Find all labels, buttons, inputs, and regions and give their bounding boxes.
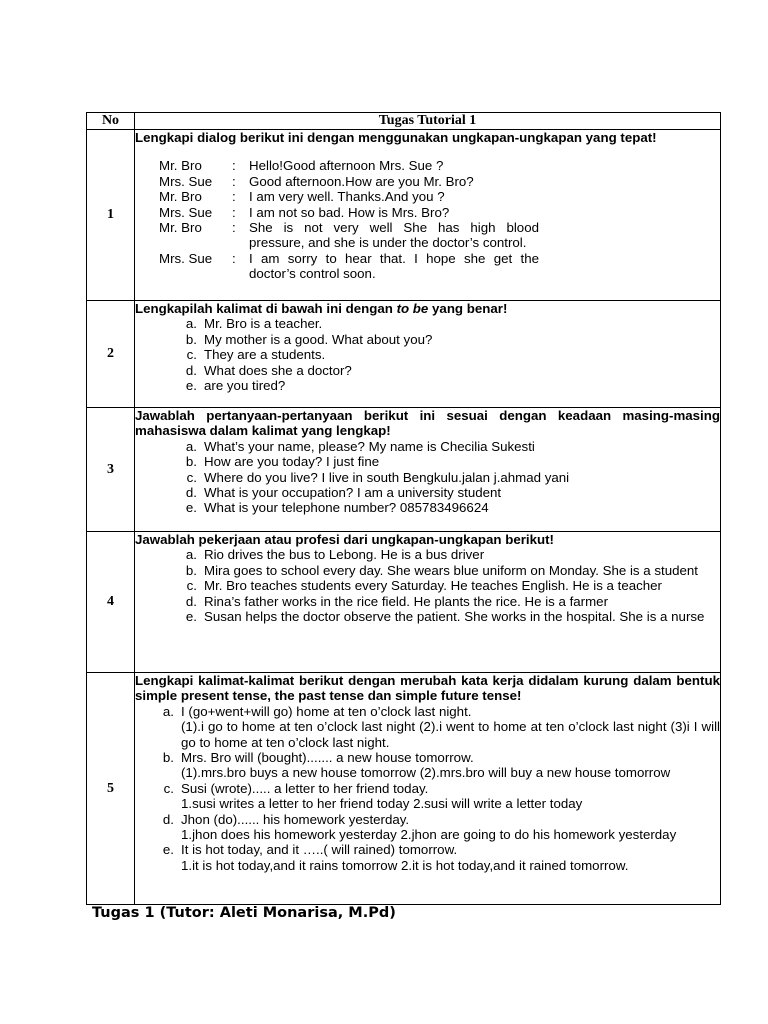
item-text: What is your telephone number? 085783496624: [204, 500, 489, 516]
list-item: [135, 609, 720, 624]
item-answer: (1).mrs.bro buys a new house tomorrow (2).mrs.bro will buy a new house tomorrow: [181, 765, 671, 781]
item-list: [135, 842, 720, 857]
colon: :: [232, 158, 236, 174]
speaker: Mr. Bro: [159, 220, 202, 236]
item-letter: c.: [186, 469, 197, 485]
item-text: Susan helps the doctor observe the patient. She works in the hospital. She is a nurse: [204, 609, 705, 625]
item-list: [135, 316, 720, 393]
dialogue-text: I am not so bad. How is Mrs. Bro?: [249, 204, 450, 220]
instruction-emphasis: to be: [396, 301, 429, 316]
list-item: [135, 454, 720, 469]
colon: :: [232, 173, 236, 189]
item-list: [135, 812, 720, 827]
list-item: [135, 332, 720, 347]
instruction-part: Lengkapilah kalimat di bawah ini dengan: [135, 301, 397, 316]
item-letter: a.: [162, 703, 174, 719]
list-item: [135, 842, 720, 857]
dialogue-text: Hello!Good afternoon Mrs. Sue ?: [249, 158, 444, 174]
task-row-4: [87, 532, 721, 673]
task-content: [135, 408, 721, 532]
list-item: [135, 378, 720, 393]
item-letter: e.: [185, 378, 197, 394]
item-text: How are you today? I just fine: [204, 454, 380, 470]
list-item: [135, 363, 720, 378]
item-text: Mr. Bro teaches students every Saturday. He teaches English. He is a teacher: [204, 578, 662, 594]
dialogue: [159, 158, 539, 281]
item-letter: e.: [185, 500, 197, 516]
task-content: [135, 130, 721, 301]
task-number: 5: [87, 673, 135, 905]
dialogue-text: She is not very well She has high blood pressure, and she is under the doctor’s control.: [249, 220, 539, 251]
item-answer: 1.it is hot today,and it rains tomorrow 2.it is hot today,and it rained tomorrow.: [181, 857, 629, 873]
dialogue-line: [159, 205, 539, 220]
item-letter: c.: [186, 578, 197, 594]
speaker: Mr. Bro: [159, 189, 202, 205]
list-item: [135, 563, 720, 578]
item-text: It is hot today, and it …..( will rained) tomorrow.: [181, 842, 458, 858]
list-item: [135, 347, 720, 362]
item-text: My mother is a good. What about you?: [204, 331, 433, 347]
item-answer: (1).i go to home at ten o’clock last night (2).i went to home at ten o’clock last night (3)i I will go to home at ten o’clock last night.: [181, 719, 720, 750]
item-letter: b.: [185, 454, 197, 470]
item-answer: 1.jhon does his homework yesterday 2.jhon are going to do his homework yesterday: [181, 827, 677, 843]
task-number: 4: [87, 532, 135, 673]
item-letter: a.: [185, 316, 197, 332]
item-letter: d.: [185, 593, 197, 609]
item-text: Where do you live? I live in south Bengkulu.jalan j.ahmad yani: [204, 469, 570, 485]
speaker: Mr. Bro: [159, 158, 202, 174]
item-text: Rina’s father works in the rice field. He plants the rice. He is a farmer: [204, 593, 608, 609]
task-instruction: Jawablah pertanyaan-pertanyaan berikut ini sesuai dengan keadaan masing-masing mahasiswa dalam kalimat yang lengkap!: [135, 408, 720, 439]
dialogue-text: Good afternoon.How are you Mr. Bro?: [249, 173, 474, 189]
list-item: [135, 578, 720, 593]
table-header-row: [87, 113, 721, 130]
list-item: [135, 594, 720, 609]
item-list: [135, 439, 720, 516]
list-item: [135, 316, 720, 331]
dialogue-line: [159, 220, 539, 251]
item-letter: e.: [185, 609, 197, 625]
item-list: [135, 547, 720, 624]
item-list: [135, 750, 720, 765]
list-item: [135, 500, 720, 515]
task-row-2: [87, 301, 721, 408]
item-text: They are a students.: [204, 347, 326, 363]
header-no: No: [87, 113, 135, 130]
task-content: [135, 301, 721, 408]
list-item: [135, 485, 720, 500]
task-instruction: Jawablah pekerjaan atau profesi dari ungkapan-ungkapan berikut!: [135, 532, 554, 547]
item-text: Rio drives the bus to Lebong. He is a bus driver: [204, 547, 485, 563]
item-letter: c.: [163, 780, 174, 796]
item-letter: b.: [185, 331, 197, 347]
item-text: Susi (wrote)..... a letter to her friend today.: [181, 780, 429, 796]
task-instruction: [135, 301, 720, 316]
item-letter: d.: [185, 485, 197, 501]
list-item: [135, 547, 720, 562]
item-text: What does she a doctor?: [204, 362, 352, 378]
task-row-5: [87, 673, 721, 905]
list-item: [135, 781, 720, 796]
document-footer: Tugas 1 (Tutor: Aleti Monarisa, M.Pd): [92, 905, 396, 921]
task-content: [135, 532, 721, 673]
item-list: [135, 781, 720, 796]
task-number: 2: [87, 301, 135, 408]
task-instruction: Lengkapi kalimat-kalimat berikut dengan merubah kata kerja didalam kurung dalam bentuk simple present tense, the past tense dan simple future tense!: [135, 673, 720, 704]
list-item: [135, 470, 720, 485]
item-letter: a.: [185, 438, 197, 454]
dialogue-line: [159, 189, 539, 204]
task-number: 1: [87, 130, 135, 301]
list-item: [135, 812, 720, 827]
item-text: Mr. Bro is a teacher.: [204, 316, 323, 332]
task-instruction: Lengkapi dialog berikut ini dengan menggunakan ungkapan-ungkapan yang tepat!: [135, 130, 657, 145]
item-letter: d.: [162, 811, 174, 827]
task-content: [135, 673, 721, 905]
item-text: Jhon (do)...... his homework yesterday.: [181, 811, 410, 827]
list-item: [135, 439, 720, 454]
item-letter: d.: [185, 362, 197, 378]
dialogue-line: [159, 174, 539, 189]
item-letter: a.: [185, 547, 197, 563]
item-letter: b.: [185, 562, 197, 578]
colon: :: [232, 220, 236, 236]
task-row-3: [87, 408, 721, 532]
item-text: Mrs. Bro will (bought)....... a new house tomorrow.: [181, 750, 474, 766]
dialogue-text: I am very well. Thanks.And you ?: [249, 189, 445, 205]
speaker: Mrs. Sue: [159, 173, 213, 189]
colon: :: [232, 250, 236, 266]
task-row-1: [87, 130, 721, 301]
task-number: 3: [87, 408, 135, 532]
colon: :: [232, 204, 236, 220]
item-answer: 1.susi writes a letter to her friend today 2.susi will write a letter today: [181, 796, 583, 812]
speaker: Mrs. Sue: [159, 250, 213, 266]
item-letter: e.: [162, 842, 174, 858]
speaker: Mrs. Sue: [159, 204, 213, 220]
list-item: [135, 750, 720, 765]
dialogue-line: [159, 251, 539, 282]
tutorial-table: [86, 112, 721, 905]
item-text: I (go+went+will go) home at ten o’clock last night.: [181, 703, 472, 719]
item-list: [135, 704, 720, 719]
instruction-part: yang benar!: [428, 301, 508, 316]
dialogue-line: [159, 158, 539, 173]
item-text: are you tired?: [204, 378, 286, 394]
item-text: Mira goes to school every day. She wears blue uniform on Monday. She is a student: [204, 562, 698, 578]
header-title: Tugas Tutorial 1: [135, 113, 721, 130]
list-item: [135, 704, 720, 719]
dialogue-text: I am sorry to hear that. I hope she get the doctor’s control soon.: [249, 250, 539, 282]
colon: :: [232, 189, 236, 205]
item-letter: c.: [186, 347, 197, 363]
item-letter: b.: [162, 750, 174, 766]
item-text: What is your occupation? I am a university student: [204, 485, 502, 501]
item-text: What’s your name, please? My name is Checilia Sukesti: [204, 438, 535, 454]
